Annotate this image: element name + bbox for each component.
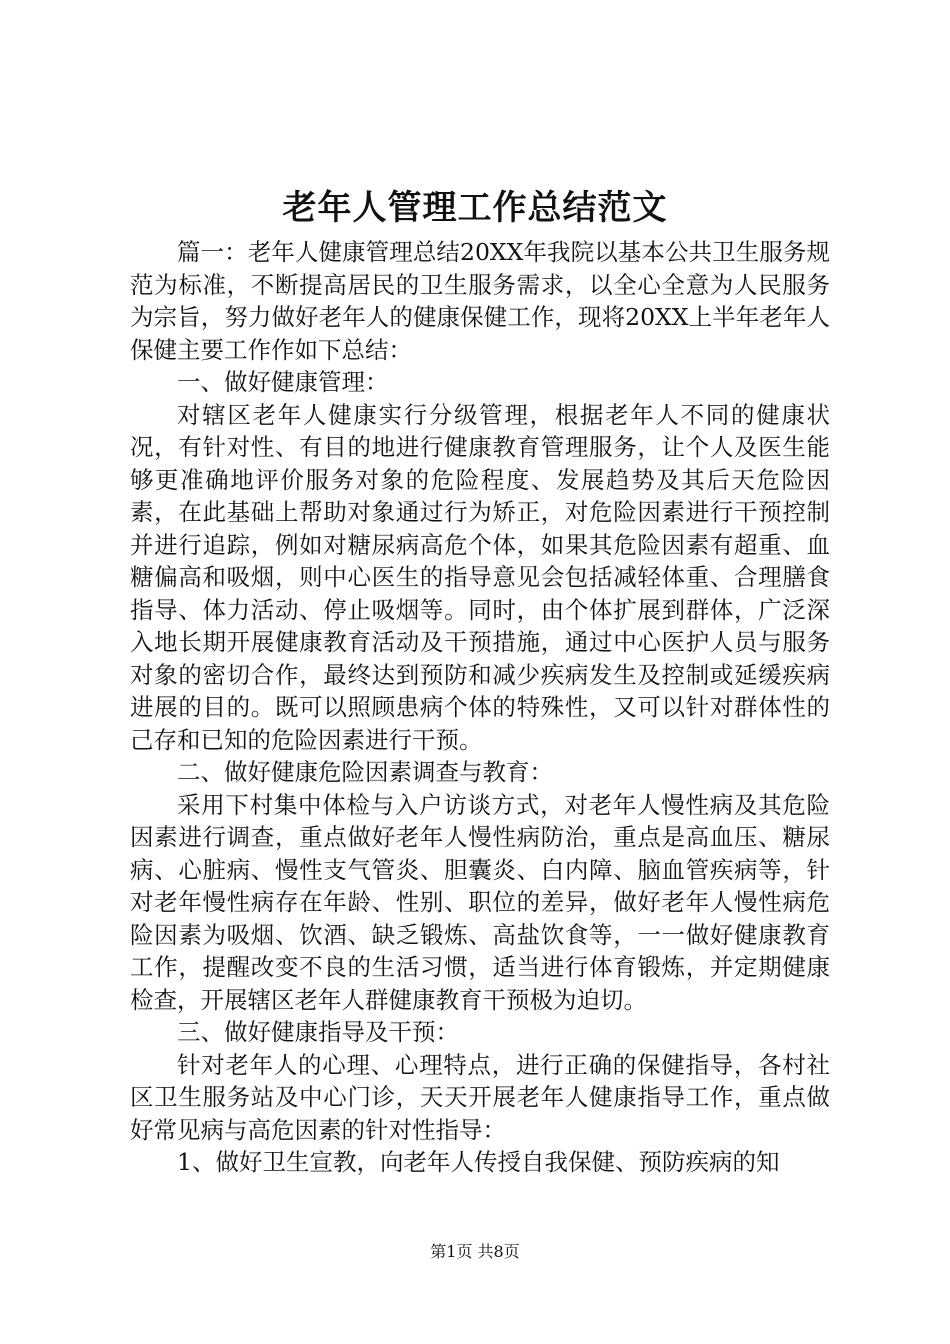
- paragraph-section-3: 针对老年人的心理、心理特点，进行正确的保健指导，各村社区卫生服务站及中心门诊，天天开展老年人健康指导工作，重点做好常见病与高危因素的针对性指导：: [130, 1050, 830, 1144]
- heading-section-3: 三、做好健康指导及干预：: [177, 1018, 459, 1046]
- document-body: [130, 236, 830, 1179]
- heading-section-1: 一、做好健康管理：: [177, 368, 389, 396]
- page-number-footer: 第1页 共8页: [430, 1242, 520, 1261]
- document-title: 老年人管理工作总结范文: [282, 188, 668, 228]
- paragraph-item-1: 1、做好卫生宣教，向老年人传授自我保健、预防疾病的知: [177, 1148, 780, 1176]
- heading-section-2: 二、做好健康危险因素调查与教育：: [177, 758, 553, 786]
- paragraph-section-2: 采用下村集中体检与入户访谈方式，对老年人慢性病及其危险因素进行调查，重点做好老年人慢性病防治，重点是高血压、糖尿病、心脏病、慢性支气管炎、胆囊炎、白内障、脑血管疾病等，针对老年慢性病存在年龄、性别、职位的差异，做好老年人慢性病危险因素为吸烟、饮酒、缺乏锻炼、高盐饮食等，一一做好健康教育工作，提醒改变不良的生活习惯，适当进行体育锻炼，并定期健康检查，开展辖区老年人群健康教育干预极为迫切。: [130, 790, 830, 1014]
- paragraph-section-1: 对辖区老年人健康实行分级管理，根据老年人不同的健康状况，有针对性、有目的地进行健康教育管理服务，让个人及医生能够更准确地评价服务对象的危险程度、发展趋势及其后天危险因素，在此基础上帮助对象通过行为矫正，对危险因素进行干预控制并进行追踪，例如对糖尿病高危个体，如果其危险因素有超重、血糖偏高和吸烟，则中心医生的指导意见会包括减轻体重、合理膳食指导、体力活动、停止吸烟等。同时，由个体扩展到群体，广泛深入地长期开展健康教育活动及干预措施，通过中心医护人员与服务对象的密切合作，最终达到预防和减少疾病发生及控制或延缓疾病进展的目的。既可以照顾患病个体的特殊性，又可以针对群体性的己存和已知的危险因素进行干预。: [130, 400, 830, 754]
- paragraph-intro: 篇一：老年人健康管理总结20XX年我院以基本公共卫生服务规范为标准，不断提高居民的卫生服务需求，以全心全意为人民服务为宗旨，努力做好老年人的健康保健工作，现将20XX上半年老年人保健主要工作作如下总结：: [130, 238, 830, 364]
